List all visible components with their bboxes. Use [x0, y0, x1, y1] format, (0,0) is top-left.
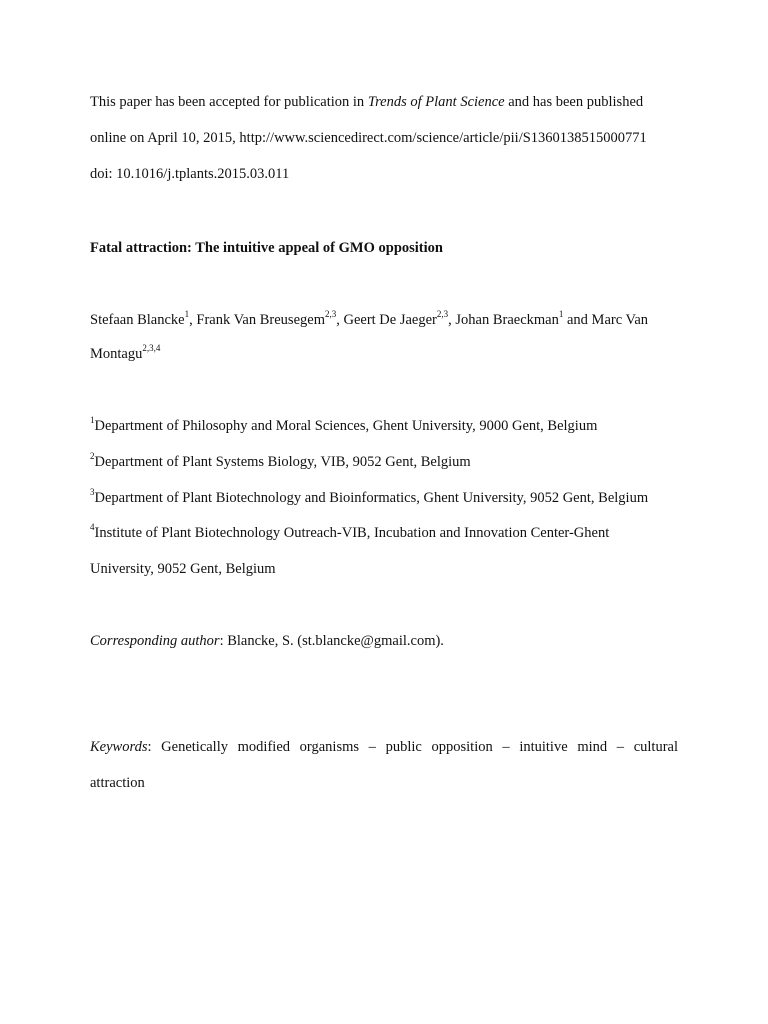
keywords-line-2: attraction	[90, 775, 145, 791]
affiliation-4-continued: University, 9052 Gent, Belgium	[90, 561, 276, 577]
authors-line-2	[90, 345, 678, 363]
author-affiliation-marker: 2,3	[436, 309, 449, 320]
author-affiliation-marker: 2,3	[324, 309, 337, 320]
keywords-text: : Genetically modified organisms – public opposition – intuitive mind – cultural	[147, 739, 678, 755]
author-name: Frank Van Breusegem	[196, 312, 325, 328]
author-separator: ,	[448, 312, 456, 328]
author-name: Montagu	[90, 346, 143, 362]
publication-note-line-2: online on April 10, 2015, http://www.sciencedirect.com/science/article/pii/S1360138515000771	[90, 130, 647, 146]
keywords-line-1	[90, 738, 678, 756]
affiliation-3	[90, 489, 678, 507]
author-affiliation-marker: 1	[184, 309, 190, 320]
journal-name: Trends of Plant Science	[367, 94, 505, 110]
corresponding-author-text: : Blancke, S. (st.blancke@gmail.com).	[219, 633, 444, 649]
paper-title: Fatal attraction: The intuitive appeal of GMO opposition	[90, 240, 443, 256]
publication-note-prefix: This paper has been accepted for publication in	[90, 94, 368, 110]
affiliation-text: Department of Plant Biotechnology and Bioinformatics, Ghent University, 9052 Gent, Belgium	[94, 490, 649, 506]
corresponding-author-label: Corresponding author	[90, 633, 220, 649]
author-separator: ,	[189, 312, 197, 328]
affiliation-text: Department of Philosophy and Moral Sciences, Ghent University, 9000 Gent, Belgium	[94, 418, 598, 434]
author-separator: and Marc Van	[563, 312, 649, 328]
keywords-label: Keywords	[90, 739, 148, 755]
affiliation-number: 3	[90, 487, 95, 498]
author-affiliation-marker: 2,3,4	[142, 343, 161, 354]
authors-line-1	[90, 311, 678, 329]
affiliation-number: 4	[90, 522, 95, 533]
author-name: Johan Braeckman	[455, 312, 559, 328]
affiliation-2	[90, 453, 678, 471]
corresponding-author	[90, 632, 678, 650]
affiliation-number: 2	[90, 451, 95, 462]
publication-note-suffix: and has been published	[504, 94, 644, 110]
affiliation-1	[90, 417, 678, 435]
affiliation-text: Department of Plant Systems Biology, VIB, 9052 Gent, Belgium	[94, 454, 471, 470]
publication-note-line-1	[90, 93, 678, 111]
affiliation-4	[90, 524, 678, 542]
author-affiliation-marker: 1	[558, 309, 564, 320]
affiliation-text: Institute of Plant Biotechnology Outreach-VIB, Incubation and Innovation Center-Ghent	[94, 525, 610, 541]
author-name: Stefaan Blancke	[90, 312, 185, 328]
doi-line: doi: 10.1016/j.tplants.2015.03.011	[90, 166, 290, 182]
author-separator: ,	[336, 312, 344, 328]
author-name: Geert De Jaeger	[343, 312, 437, 328]
affiliation-number: 1	[90, 415, 95, 426]
